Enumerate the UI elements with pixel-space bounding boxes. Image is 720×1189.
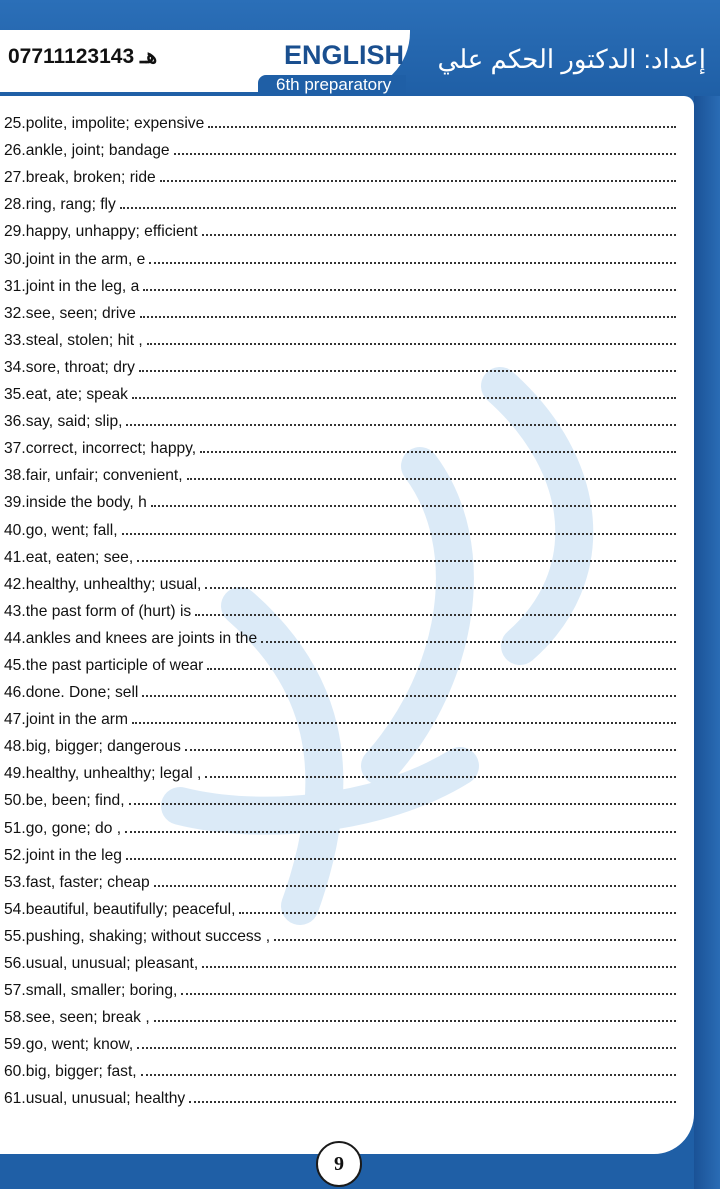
exercise-item <box>4 1000 676 1027</box>
item-number: 60. <box>4 1063 26 1081</box>
exercise-item <box>4 296 676 323</box>
answer-blank[interactable] <box>122 532 676 535</box>
item-prompt: ankle, joint; bandage <box>25 142 170 160</box>
exercise-item <box>4 567 676 594</box>
answer-blank[interactable] <box>149 261 676 264</box>
exercise-item <box>4 702 676 729</box>
answer-blank[interactable] <box>181 992 676 995</box>
answer-blank[interactable] <box>174 152 676 155</box>
item-number: 55. <box>4 927 26 945</box>
answer-blank[interactable] <box>208 125 676 128</box>
item-prompt: fair, unfair; convenient, <box>25 467 183 485</box>
exercise-item <box>4 350 676 377</box>
exercise-item <box>4 404 676 431</box>
page-number: 9 <box>316 1141 362 1187</box>
item-number: 45. <box>4 656 26 674</box>
exercise-item <box>4 756 676 783</box>
exercise-item <box>4 594 676 621</box>
answer-blank[interactable] <box>205 586 676 589</box>
item-prompt: fast, faster; cheap <box>25 873 150 891</box>
item-prompt: polite, impolite; expensive <box>25 115 205 133</box>
item-number: 61. <box>4 1090 26 1108</box>
item-number: 31. <box>4 277 26 295</box>
item-number: 25. <box>4 115 26 133</box>
item-number: 53. <box>4 873 26 891</box>
answer-blank[interactable] <box>261 640 676 643</box>
item-prompt: joint in the leg, a <box>25 277 140 295</box>
item-number: 39. <box>4 494 26 512</box>
grade-label: 6th preparatory <box>276 75 392 94</box>
answer-blank[interactable] <box>125 830 676 833</box>
item-number: 41. <box>4 548 26 566</box>
item-prompt: beautiful, beautifully; peaceful, <box>25 900 236 918</box>
item-number: 28. <box>4 196 26 214</box>
item-prompt: ankles and knees are joints in the <box>25 629 258 647</box>
answer-blank[interactable] <box>137 1046 676 1049</box>
exercise-item <box>4 540 676 567</box>
exercise-item <box>4 946 676 973</box>
item-number: 32. <box>4 304 26 322</box>
answer-blank[interactable] <box>126 857 676 860</box>
item-number: 33. <box>4 331 26 349</box>
item-prompt: usual, unusual; pleasant, <box>25 955 199 972</box>
item-prompt: big, bigger; dangerous <box>25 738 181 756</box>
item-number: 54. <box>4 900 26 918</box>
exercise-item <box>4 187 676 214</box>
exercise-item <box>4 512 676 539</box>
answer-blank[interactable] <box>189 1100 676 1103</box>
answer-blank[interactable] <box>120 206 676 209</box>
exercise-item <box>4 133 676 160</box>
item-prompt: small, smaller; boring, <box>25 982 178 1000</box>
exercise-item <box>4 160 676 187</box>
item-number: 27. <box>4 169 26 187</box>
answer-blank[interactable] <box>137 559 676 562</box>
answer-blank[interactable] <box>160 179 676 182</box>
item-prompt: go, went; know, <box>25 1036 134 1054</box>
answer-blank[interactable] <box>239 911 676 914</box>
item-number: 44. <box>4 629 26 647</box>
exercise-item <box>4 865 676 892</box>
item-number: 36. <box>4 413 26 431</box>
answer-blank[interactable] <box>139 369 676 372</box>
exercise-item <box>4 1027 676 1054</box>
exercise-item <box>4 458 676 485</box>
item-prompt: see, seen; break , <box>25 1009 150 1027</box>
item-prompt: see, seen; drive <box>25 304 136 322</box>
answer-blank[interactable] <box>151 504 676 507</box>
item-number: 30. <box>4 250 26 268</box>
answer-blank[interactable] <box>154 1019 676 1022</box>
exercise-item <box>4 838 676 865</box>
item-number: 37. <box>4 440 26 458</box>
item-number: 58. <box>4 1009 26 1027</box>
item-prompt: break, broken; ride <box>25 169 156 187</box>
item-prompt: correct, incorrect; happy, <box>25 440 197 458</box>
item-prompt: joint in the leg <box>25 846 122 864</box>
exercise-item <box>4 973 676 1000</box>
item-prompt: inside the body, h <box>25 494 147 512</box>
item-prompt: healthy, unhealthy; usual, <box>25 575 202 593</box>
exercise-item <box>4 729 676 756</box>
item-number: 35. <box>4 386 26 404</box>
answer-blank[interactable] <box>142 694 676 697</box>
answer-blank[interactable] <box>185 748 676 751</box>
item-prompt: ring, rang; fly <box>25 196 116 214</box>
answer-blank[interactable] <box>143 288 676 291</box>
answer-blank[interactable] <box>132 396 676 399</box>
answer-blank[interactable] <box>200 450 676 453</box>
item-prompt: joint in the arm <box>25 711 128 729</box>
item-number: 49. <box>4 765 26 783</box>
item-prompt: sore, throat; dry <box>25 358 135 376</box>
exercise-item <box>4 106 676 133</box>
item-prompt: eat, eaten; see, <box>25 548 134 566</box>
exercise-item <box>4 648 676 675</box>
answer-blank[interactable] <box>154 884 676 887</box>
answer-blank[interactable] <box>207 667 676 670</box>
item-number: 34. <box>4 358 26 376</box>
answer-blank[interactable] <box>141 1073 676 1076</box>
page-header <box>0 0 720 96</box>
exercise-item <box>4 783 676 810</box>
item-prompt: eat, ate; speak <box>25 386 128 404</box>
item-number: 38. <box>4 467 26 485</box>
item-prompt: happy, unhappy; efficient <box>25 223 198 241</box>
phone-number: 07711123143 هـ <box>8 45 158 68</box>
item-prompt: done. Done; sell <box>25 684 139 702</box>
exercise-item <box>4 485 676 512</box>
item-prompt: go, went; fall, <box>25 521 118 539</box>
item-prompt: pushing, shaking; without success , <box>25 927 271 945</box>
item-number: 26. <box>4 142 26 160</box>
item-number: 50. <box>4 792 26 810</box>
item-number: 47. <box>4 711 26 729</box>
exercise-item <box>4 1054 676 1081</box>
item-prompt: go, gone; do , <box>25 819 122 837</box>
exercise-item <box>4 1081 676 1108</box>
exercise-item <box>4 241 676 268</box>
answer-blank[interactable] <box>187 477 676 480</box>
item-prompt: say, said; slip, <box>25 413 123 431</box>
item-prompt: big, bigger; fast, <box>25 1063 137 1081</box>
item-prompt: the past participle of wear <box>25 656 204 674</box>
item-number: 51. <box>4 819 26 837</box>
author-credit: إعداد: الدكتور الحكم علي <box>437 44 706 74</box>
exercise-item <box>4 919 676 946</box>
item-number: 52. <box>4 846 26 864</box>
item-number: 43. <box>4 602 26 620</box>
exercise-item <box>4 214 676 241</box>
item-number: 46. <box>4 684 26 702</box>
item-prompt: steal, stolen; hit , <box>25 331 143 349</box>
exercise-item <box>4 323 676 350</box>
side-band <box>694 96 720 1189</box>
item-prompt: usual, unusual; healthy <box>25 1090 186 1108</box>
exercise-item <box>4 621 676 648</box>
item-number: 42. <box>4 575 26 593</box>
item-prompt: healthy, unhealthy; legal , <box>25 765 202 783</box>
item-number: 57. <box>4 982 26 1000</box>
item-number: 40. <box>4 521 26 539</box>
answer-blank[interactable] <box>202 233 676 236</box>
exercise-item <box>4 269 676 296</box>
item-number: 59. <box>4 1036 26 1054</box>
answer-blank[interactable] <box>274 938 676 941</box>
answer-blank[interactable] <box>126 423 676 426</box>
exercise-item <box>4 892 676 919</box>
item-number: 29. <box>4 223 26 241</box>
item-prompt: the past form of (hurt) is <box>25 602 192 620</box>
exercise-item <box>4 810 676 837</box>
answer-blank[interactable] <box>132 721 676 724</box>
exercise-item <box>4 377 676 404</box>
answer-blank[interactable] <box>140 315 676 318</box>
exercise-item <box>4 431 676 458</box>
answer-blank[interactable] <box>202 965 676 968</box>
item-prompt: be, been; find, <box>25 792 125 810</box>
item-number: 56. <box>4 955 26 972</box>
subject-title: ENGLISH <box>284 40 405 70</box>
answer-blank[interactable] <box>147 342 676 345</box>
answer-blank[interactable] <box>129 802 676 805</box>
item-prompt: joint in the arm, e <box>25 250 146 268</box>
answer-blank[interactable] <box>205 775 676 778</box>
exercise-list <box>4 106 676 1108</box>
exercise-item <box>4 675 676 702</box>
answer-blank[interactable] <box>195 613 676 616</box>
item-number: 48. <box>4 738 26 756</box>
